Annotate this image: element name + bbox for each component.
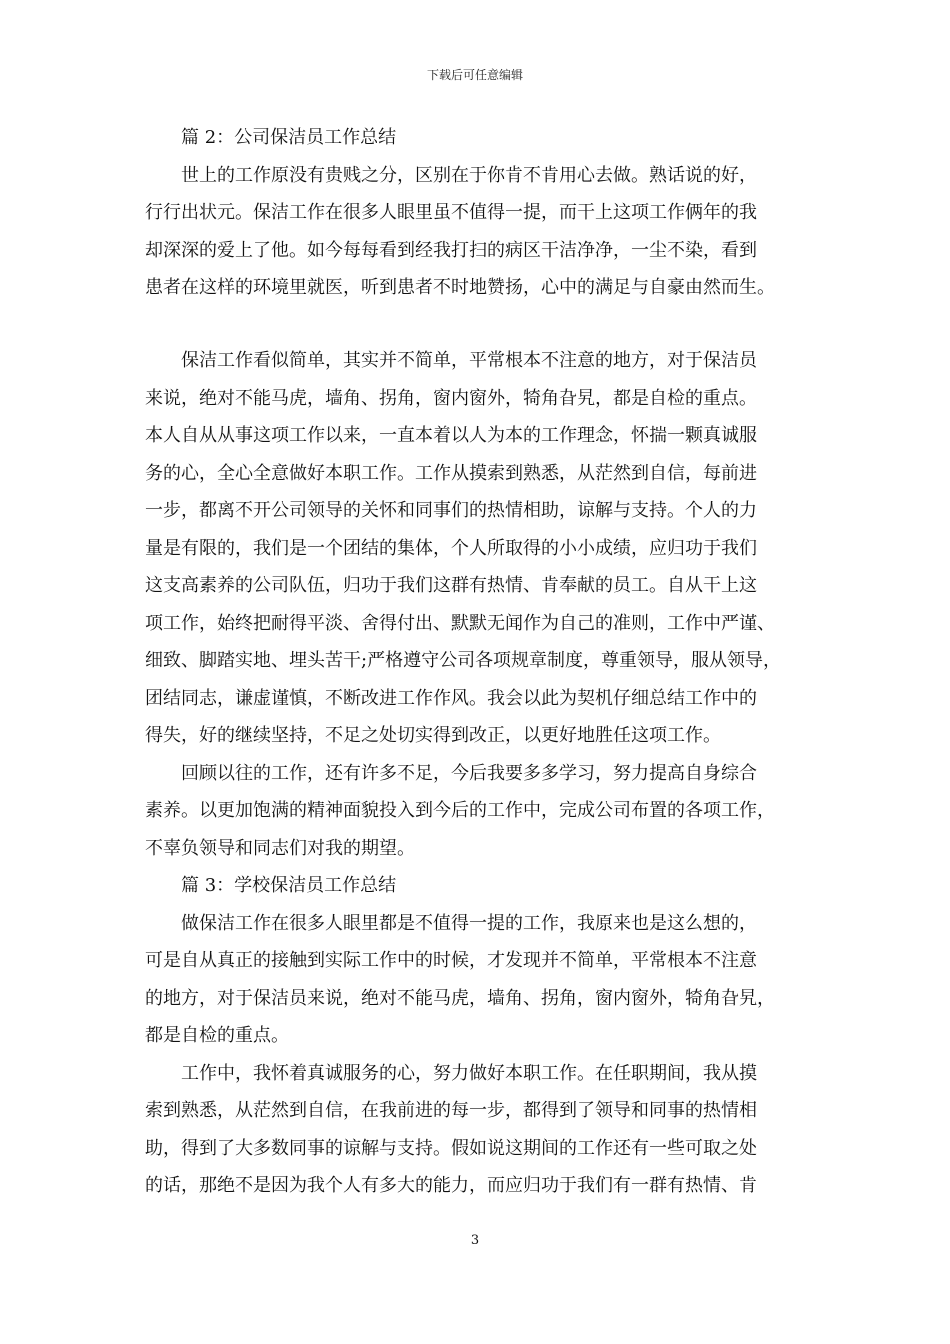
- paragraph-line: 团结同志，谦虚谨慎，不断改进工作作风。我会以此为契机仔细总结工作中的: [145, 687, 757, 709]
- paragraph-line: 不辜负领导和同志们对我的期望。: [145, 837, 415, 859]
- paragraph-line: 行行出状元。保洁工作在很多人眼里虽不值得一提，而干上这项工作俩年的我: [145, 202, 757, 223]
- section-heading-2: 篇 2：公司保洁员工作总结: [181, 127, 397, 148]
- text-block-section-2-intro: [145, 119, 820, 307]
- paragraph-line: 的话，那绝不是因为我个人有多大的能力，而应归功于我们有一群有热情、肯: [145, 1175, 757, 1196]
- paragraph-line: 回顾以往的工作，还有许多不足，今后我要多多学习，努力提高自身综合: [181, 762, 757, 784]
- paragraph-line: 细致、脚踏实地、埋头苦干;严格遵守公司各项规章制度，尊重领导，服从领导，: [145, 650, 782, 671]
- paragraph-line: 得失，好的继续坚持，不足之处切实得到改正，以更好地胜任这项工作。: [145, 725, 721, 746]
- paragraph-line: 保洁工作看似简单，其实并不简单，平常根本不注意的地方，对于保洁员: [181, 350, 757, 371]
- page-header: 下载后可任意编辑: [426, 68, 523, 82]
- paragraph-line: 都是自检的重点。: [145, 1025, 289, 1046]
- paragraph-line: 索到熟悉，从茫然到自信，在我前进的每一步，都得到了领导和同事的热情相: [145, 1100, 757, 1121]
- page-number: 3: [470, 1233, 480, 1248]
- paragraph-line: 做保洁工作在很多人眼里都是不值得一提的工作，我原来也是这么想的，: [181, 912, 757, 934]
- paragraph-line: 的地方，对于保洁员来说，绝对不能马虎，墙角、拐角，窗内窗外，犄角旮旯，: [145, 987, 775, 1009]
- paragraph-line: 工作中，我怀着真诚服务的心，努力做好本职工作。在任职期间，我从摸: [181, 1062, 757, 1084]
- paragraph-line: 素养。以更加饱满的精神面貌投入到今后的工作中，完成公司布置的各项工作，: [145, 800, 775, 821]
- paragraph-line: 务的心，全心全意做好本职工作。工作从摸索到熟悉，从茫然到自信，每前进: [145, 462, 757, 484]
- paragraph-line: 可是自从真正的接触到实际工作中的时候，才发现并不简单，平常根本不注意: [145, 950, 757, 971]
- paragraph-line: 患者在这样的环境里就医，听到患者不时地赞扬，心中的满足与自豪由然而生。: [145, 277, 775, 298]
- paragraph-line: 本人自从从事这项工作以来，一直本着以人为本的工作理念，怀揣一颗真诚服: [145, 425, 757, 446]
- paragraph-line: 这支高素养的公司队伍，归功于我们这群有热情、肯奉献的员工。自从干上这: [145, 575, 757, 596]
- paragraph-line: 世上的工作原没有贵贱之分，区别在于你肯不肯用心去做。熟话说的好，: [181, 164, 757, 186]
- paragraph-line: 项工作，始终把耐得平淡、舍得付出、默默无闻作为自己的准则，工作中严谨、: [145, 612, 775, 634]
- paragraph-line: 量是有限的，我们是一个团结的集体，个人所取得的小小成绩，应归功于我们: [145, 537, 757, 559]
- paragraph-line: 助，得到了大多数同事的谅解与支持。假如说这期间的工作还有一些可取之处: [145, 1137, 757, 1159]
- paragraph-line: 一步，都离不开公司领导的关怀和同事们的热情相助，谅解与支持。个人的力: [145, 500, 757, 521]
- paragraph-line: 来说，绝对不能马虎，墙角、拐角，窗内窗外，犄角旮旯，都是自检的重点。: [145, 387, 757, 409]
- text-block-main: [145, 342, 820, 1205]
- section-heading-3: 篇 3：学校保洁员工作总结: [181, 875, 397, 896]
- paragraph-line: 却深深的爱上了他。如今每每看到经我打扫的病区干洁净净，一尘不染，看到: [145, 239, 757, 261]
